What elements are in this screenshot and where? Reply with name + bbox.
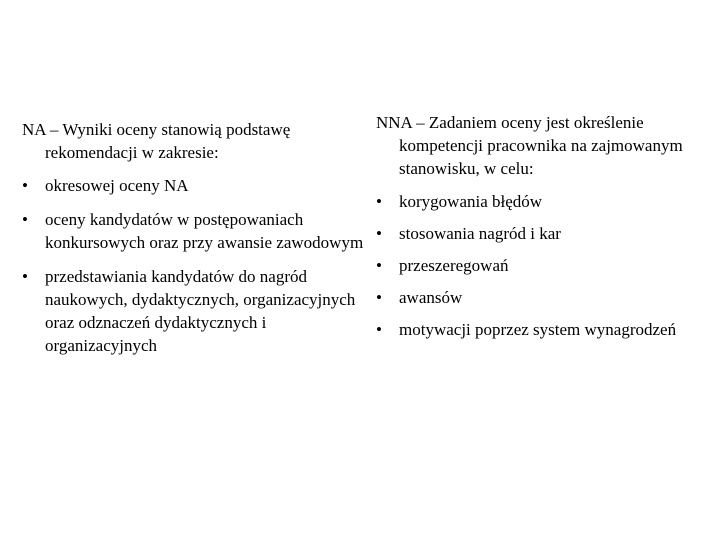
left-column [22, 118, 367, 368]
list-item [22, 265, 367, 357]
bullet-icon: • [22, 267, 28, 286]
list-item [22, 174, 367, 197]
list-item-text: oceny kandydatów w postępowaniach konkursowych oraz przy awansie zawodowym [45, 210, 364, 252]
list-item-text: korygowania błędów [399, 192, 543, 211]
list-item-text: przeszeregowań [399, 256, 509, 275]
left-heading [22, 118, 367, 164]
left-list [22, 174, 367, 357]
list-item [376, 254, 706, 277]
left-heading-text: Wyniki oceny stanowią podstawę rekomendacji w zakresie: [45, 120, 291, 162]
bullet-icon: • [376, 192, 382, 211]
list-item-text: awansów [399, 288, 463, 307]
list-item-text: okresowej oceny NA [45, 176, 189, 195]
right-heading-text: Zadaniem oceny jest określenie kompetencji pracownika na zajmowanym stanowisku, w celu: [399, 113, 683, 178]
bullet-icon: • [376, 256, 382, 275]
right-heading-abbr: NNA [376, 113, 412, 132]
right-heading [376, 111, 706, 180]
list-item-text: motywacji poprzez system wynagrodzeń [399, 320, 677, 339]
list-item [22, 208, 367, 254]
right-column [376, 111, 706, 350]
list-item-text: stosowania nagród i kar [399, 224, 561, 243]
list-item [376, 222, 706, 245]
list-item [376, 286, 706, 309]
left-heading-abbr: NA [22, 120, 46, 139]
list-item-text: przedstawiania kandydatów do nagród naukowych, dydaktycznych, organizacyjnych oraz odznaczeń dydaktycznych i organizacyjnych [45, 267, 356, 355]
bullet-icon: • [376, 288, 382, 307]
bullet-icon: • [376, 320, 382, 339]
bullet-icon: • [22, 176, 28, 195]
bullet-icon: • [376, 224, 382, 243]
right-list [376, 190, 706, 341]
list-item [376, 318, 706, 341]
bullet-icon: • [22, 210, 28, 229]
list-item [376, 190, 706, 213]
right-heading-dash: – [411, 113, 429, 132]
left-heading-dash: – [45, 120, 63, 139]
